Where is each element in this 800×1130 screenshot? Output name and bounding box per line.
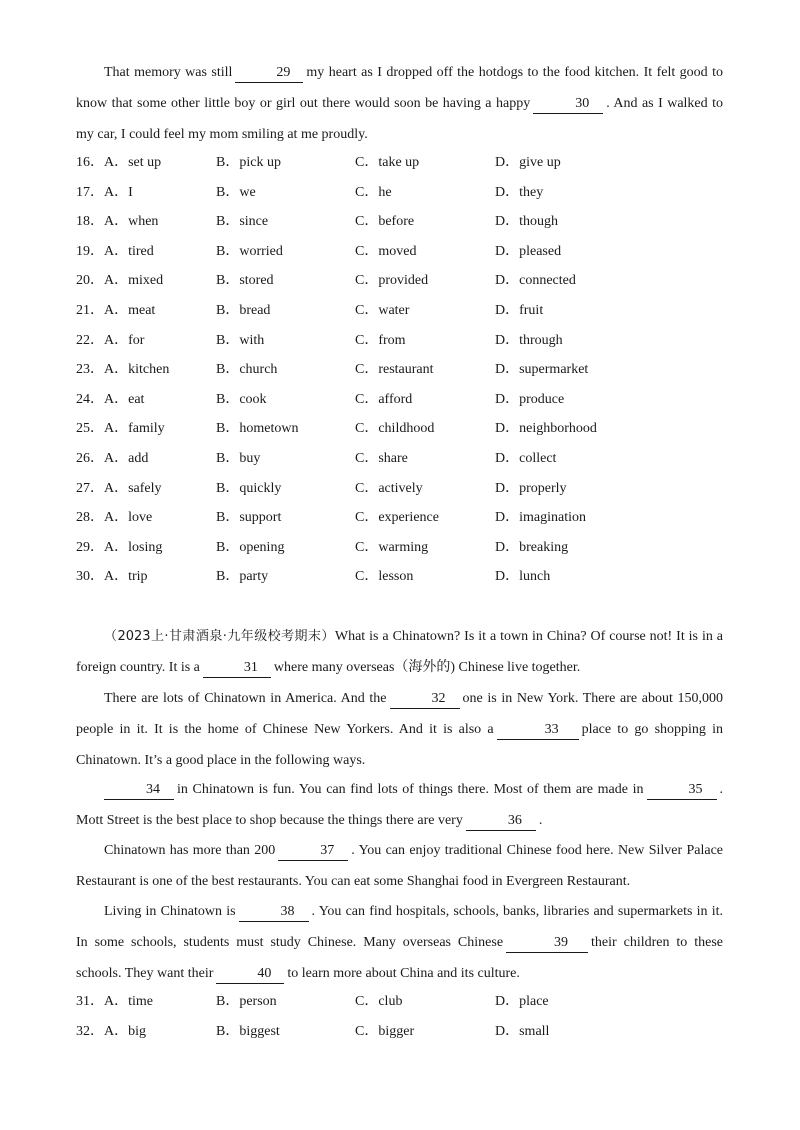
question-row [76, 212, 736, 232]
blank-34: 34 [104, 781, 174, 800]
passage-text: There are lots of Chinatown in America. And the [104, 691, 387, 706]
option-c: C．water [355, 303, 410, 318]
blank-38: 38 [239, 903, 309, 922]
blank-31: 31 [203, 659, 271, 678]
question-number: 17． [76, 184, 104, 200]
option-b: B．since [216, 214, 269, 230]
option-d: D．neighborhood [495, 421, 597, 437]
option-b: B．buy [216, 451, 261, 466]
question-number: 32． [76, 1023, 104, 1039]
option-d: D．lunch [495, 569, 551, 585]
passage-text: in Chinatown is fun. You can find lots of things there. Most of them are made in [177, 782, 644, 797]
option-c: C．club [355, 994, 403, 1009]
passage2-paragraph-1 [76, 621, 723, 683]
option-d: D．fruit [495, 303, 544, 318]
option-a: A．time [104, 994, 153, 1009]
passage-text: my heart as I dropped off the hotdogs to the food kitchen. It felt good to know that some other little boy or girl out there would soon be having a happy [76, 65, 723, 111]
question-row [76, 479, 736, 499]
option-b: B．hometown [216, 421, 299, 437]
option-b: B．bread [216, 303, 271, 318]
option-c: C．he [355, 184, 392, 200]
option-d: D．though [495, 214, 558, 230]
passage2-paragraph-3 [76, 774, 723, 836]
passage-text: one is in New York. There are about 150,000 people in it. It is the home of Chinese New Yorkers. And it is also a [76, 691, 723, 737]
option-a: A．safely [104, 480, 162, 496]
option-d: D．collect [495, 451, 557, 466]
blank-29: 29 [235, 64, 303, 83]
passage-text: That memory was still [104, 65, 233, 80]
option-a: A．losing [104, 539, 163, 555]
option-b: B．person [216, 994, 277, 1009]
passage2-paragraph-4 [76, 835, 723, 897]
option-c: C．from [355, 332, 406, 348]
question-number: 26． [76, 451, 104, 466]
question-number: 21． [76, 303, 104, 318]
passage-text: . And as I walked to my car, I could feel my mom smiling at me proudly. [76, 96, 723, 142]
option-c: C．warming [355, 539, 429, 555]
option-c: C．provided [355, 273, 429, 289]
passage-text: to learn more about China and its culture. [287, 966, 520, 981]
option-d: D．place [495, 994, 549, 1009]
question-number: 28． [76, 510, 104, 526]
option-a: A．when [104, 214, 159, 230]
passage1-paragraph [76, 57, 723, 150]
option-c: C．childhood [355, 421, 435, 437]
option-b: B．stored [216, 273, 274, 289]
question-row [76, 449, 736, 469]
passage-text: . [538, 813, 543, 828]
question-row [76, 360, 736, 380]
question-number: 27． [76, 480, 104, 496]
option-c: C．before [355, 214, 415, 230]
option-a: A．love [104, 510, 153, 526]
option-b: B．church [216, 362, 278, 378]
question-number: 16． [76, 155, 104, 170]
question-number: 23． [76, 362, 104, 378]
option-a: A．meat [104, 303, 156, 318]
option-c: C．bigger [355, 1023, 415, 1039]
question-row [76, 508, 736, 528]
option-a: A．family [104, 421, 165, 437]
question-number: 29． [76, 539, 104, 555]
option-c: C．take up [355, 155, 420, 170]
option-a: A．mixed [104, 273, 164, 289]
option-a: A．trip [104, 569, 148, 585]
question-row [76, 567, 736, 587]
option-b: B．pick up [216, 155, 281, 170]
question-row [76, 301, 736, 321]
blank-36: 36 [466, 812, 536, 831]
option-b: B．with [216, 332, 265, 348]
blank-33: 33 [497, 721, 579, 740]
option-b: B．cook [216, 391, 267, 407]
blank-39: 39 [506, 934, 588, 953]
passage-text: place to go shopping in Chinatown. It’s a good place in the following ways. [76, 722, 723, 768]
option-d: D．through [495, 332, 563, 348]
option-c: C．restaurant [355, 362, 434, 378]
option-a: A．tired [104, 243, 154, 259]
question-number: 31． [76, 994, 104, 1009]
option-b: B．worried [216, 243, 283, 259]
option-b: B．we [216, 184, 256, 200]
option-a: A．kitchen [104, 362, 170, 378]
question-row [76, 992, 736, 1012]
option-a: A．I [104, 184, 133, 200]
blank-35: 35 [647, 781, 717, 800]
option-c: C．share [355, 451, 408, 466]
option-b: B．quickly [216, 480, 282, 496]
option-b: B．party [216, 569, 269, 585]
question-number: 18． [76, 214, 104, 230]
option-d: D．breaking [495, 539, 569, 555]
blank-37: 37 [278, 842, 348, 861]
passage-text: their children to these schools. They want their [76, 935, 723, 981]
option-c: C．actively [355, 480, 423, 496]
option-c: C．experience [355, 510, 439, 526]
option-a: A．add [104, 451, 149, 466]
option-b: B．support [216, 510, 282, 526]
question-row [76, 390, 736, 410]
question-row [76, 183, 736, 203]
blank-30: 30 [533, 95, 603, 114]
question-number: 22． [76, 332, 104, 348]
option-d: D．connected [495, 273, 576, 289]
question-row [76, 419, 736, 439]
passage-text: . Mott Street is the best place to shop because the things there are very [76, 782, 723, 828]
option-d: D．supermarket [495, 362, 589, 378]
option-d: D．imagination [495, 510, 586, 526]
option-a: A．eat [104, 391, 145, 407]
option-d: D．give up [495, 155, 561, 170]
option-d: D．produce [495, 391, 565, 407]
option-c: C．lesson [355, 569, 414, 585]
option-d: D．pleased [495, 243, 562, 259]
option-c: C．moved [355, 243, 417, 259]
passage2-paragraph-2 [76, 683, 723, 776]
option-c: C．afford [355, 391, 413, 407]
passage-text: . You can find hospitals, schools, banks, libraries and supermarkets in it. In some schools, students must study Chinese. Many overseas Chinese [76, 904, 724, 950]
question-row [76, 1022, 736, 1042]
passage-text: where many overseas（海外的) Chinese live together. [273, 660, 581, 675]
option-d: D．small [495, 1023, 550, 1039]
option-a: A．for [104, 332, 145, 348]
question-number: 25． [76, 421, 104, 437]
option-b: B．biggest [216, 1023, 280, 1039]
option-a: A．big [104, 1023, 146, 1039]
option-b: B．opening [216, 539, 285, 555]
option-d: D．they [495, 184, 544, 200]
option-a: A．set up [104, 155, 162, 170]
passage-text: Chinatown has more than 200 [104, 843, 276, 858]
question-row [76, 538, 736, 558]
blank-32: 32 [390, 690, 460, 709]
passage-text: Living in Chinatown is [104, 904, 236, 919]
question-number: 30． [76, 569, 104, 585]
question-row [76, 331, 736, 351]
passage2-paragraph-5 [76, 896, 723, 989]
passage-text: . You can enjoy traditional Chinese food here. New Silver Palace Restaurant is one of the best restaurants. You can eat some Shanghai food in Evergreen Restaurant. [76, 843, 723, 889]
question-number: 19． [76, 243, 104, 259]
question-row [76, 242, 736, 262]
source-label: （2023上·甘肃酒泉·九年级校考期末） [104, 629, 335, 644]
question-row [76, 271, 736, 291]
option-d: D．properly [495, 480, 567, 496]
blank-40: 40 [216, 965, 284, 984]
question-row [76, 153, 736, 173]
passage-text: What is a Chinatown? Is it a town in China? Of course not! It is in a foreign country. It is a [76, 629, 723, 675]
question-number: 20． [76, 273, 104, 289]
question-number: 24． [76, 391, 104, 407]
